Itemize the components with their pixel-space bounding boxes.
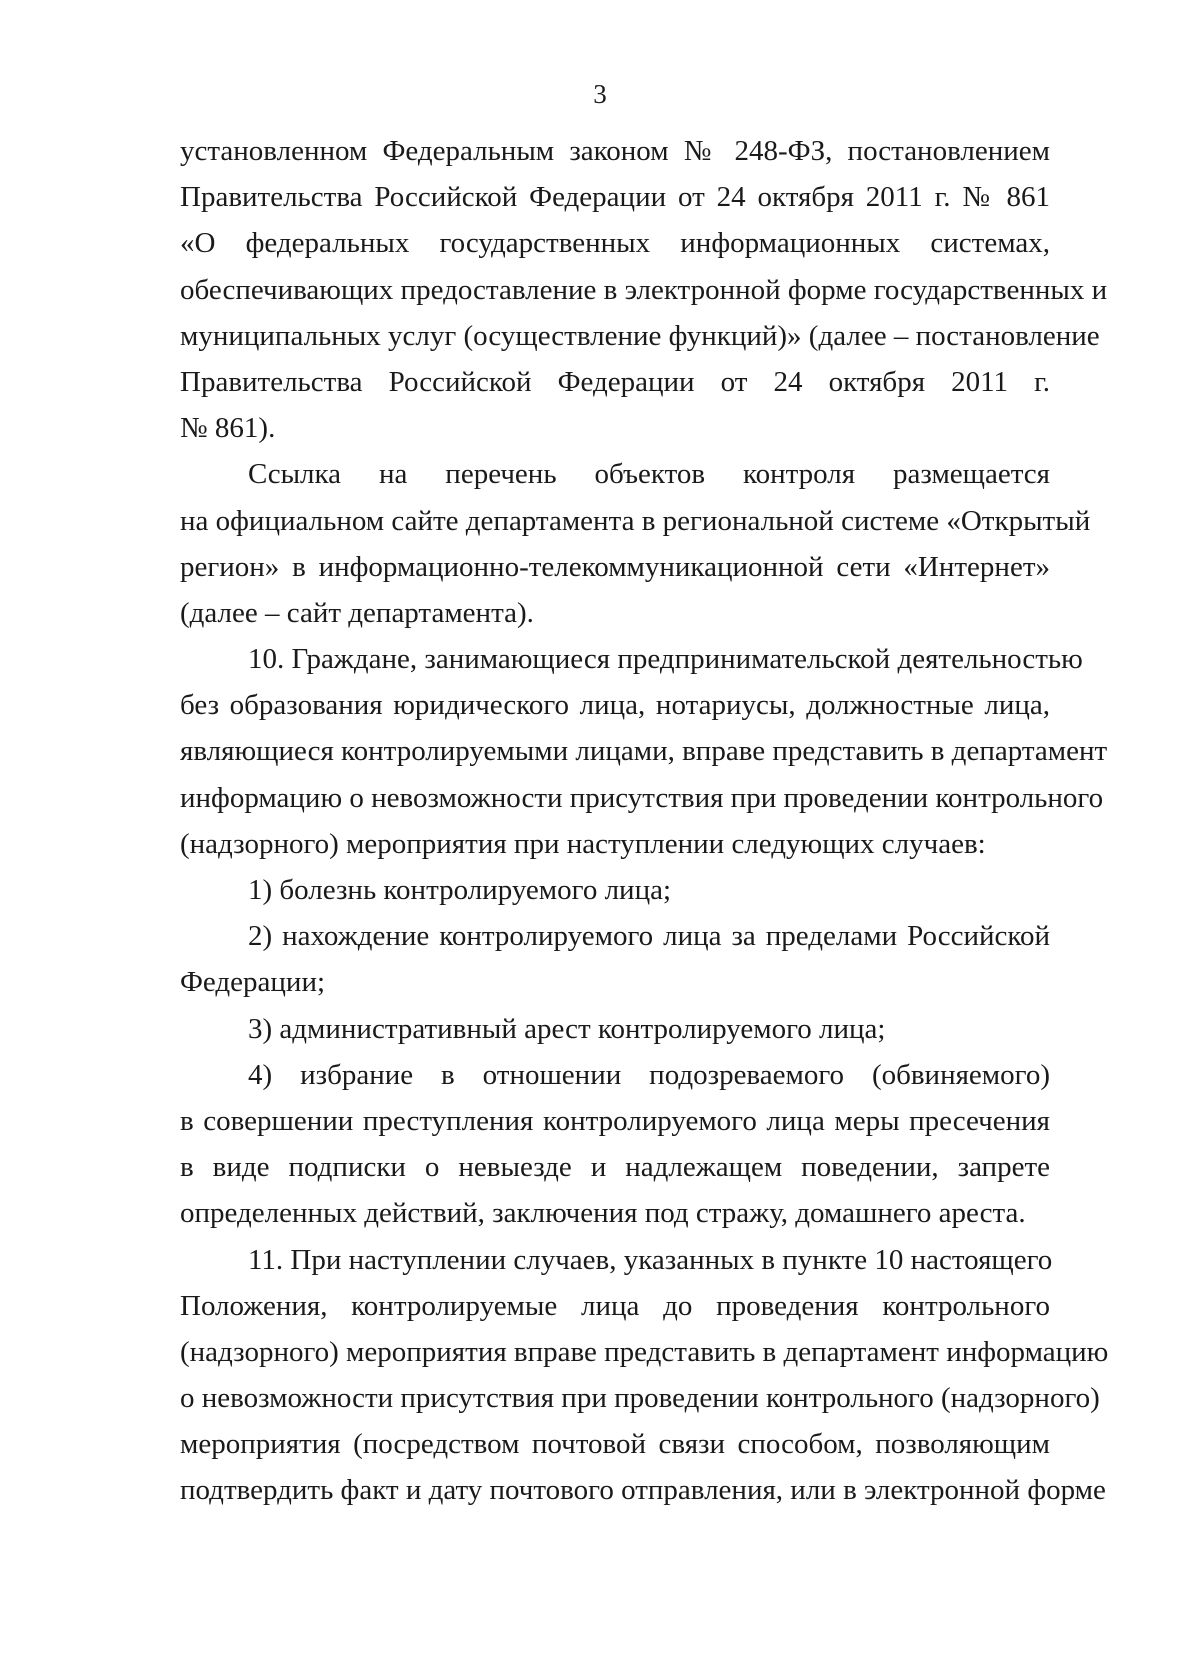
text-line: Положения, контролируемые лица до проведения контрольного <box>180 1289 1050 1322</box>
text-line: 3) административный арест контролируемого лица; <box>248 1012 886 1045</box>
text-line: (надзорного) мероприятия при наступлении следующих случаев: <box>180 827 986 860</box>
text-line: регион» в информационно-телекоммуникационной сети «Интернет» <box>180 550 1050 583</box>
text-line: 11. При наступлении случаев, указанных в пункте 10 настоящего <box>248 1243 1053 1276</box>
paragraph-item-10 <box>180 636 1108 867</box>
list-item-3 <box>180 1006 1050 1052</box>
text-line: 1) болезнь контролируемого лица; <box>248 874 672 906</box>
text-line: Правительства Российской Федерации от 24 октября 2011 г. <box>180 365 1050 398</box>
text-line: 10. Граждане, занимающиеся предпринимательской деятельностью <box>248 643 1083 676</box>
page-number: 3 <box>593 79 607 109</box>
list-item-4 <box>180 1052 1050 1237</box>
list-item-2 <box>180 913 1050 1005</box>
document-body <box>180 128 1109 1514</box>
text-line: информацию о невозможности присутствия при проведении контрольного <box>180 781 1104 814</box>
paragraph-item-11 <box>180 1237 1109 1514</box>
text-line: № 861). <box>180 412 276 445</box>
text-line: мероприятия (посредством почтовой связи способом, позволяющим <box>180 1428 1050 1461</box>
text-line: Федерации; <box>180 966 326 999</box>
paragraph-continuation <box>180 128 1108 451</box>
text-line: «О федеральных государственных информационных системах, <box>180 227 1050 260</box>
text-line: в виде подписки о невыезде и надлежащем поведении, запрете <box>180 1151 1050 1184</box>
text-line: определенных действий, заключения под стражу, домашнего ареста. <box>180 1197 1026 1230</box>
text-line: 4) избрание в отношении подозреваемого (обвиняемого) <box>248 1058 1050 1091</box>
text-line: Ссылка на перечень объектов контроля размещается <box>248 458 1050 491</box>
text-line: обеспечивающих предоставление в электронной форме государственных и <box>180 273 1108 306</box>
text-line: 2) нахождение контролируемого лица за пределами Российской <box>248 920 1050 953</box>
text-line: в совершении преступления контролируемого лица меры пресечения <box>180 1104 1050 1137</box>
paragraph-objects-list-link <box>180 451 1091 636</box>
text-line: (далее – сайт департамента). <box>180 596 534 629</box>
text-line: являющиеся контролируемыми лицами, вправе представить в департамент <box>180 735 1108 768</box>
text-line: без образования юридического лица, нотариусы, должностные лица, <box>180 689 1050 722</box>
text-line: установленном Федеральным законом № 248-ФЗ, постановлением <box>180 135 1050 167</box>
text-line: Правительства Российской Федерации от 24 октября 2011 г. № 861 <box>180 181 1050 214</box>
text-line: (надзорного) мероприятия вправе представить в департамент информацию <box>180 1335 1109 1368</box>
text-line: муниципальных услуг (осуществление функций)» (далее – постановление <box>180 319 1100 352</box>
list-item-1 <box>180 867 1050 913</box>
text-line: на официальном сайте департамента в региональной системе «Открытый <box>180 504 1091 537</box>
text-line: о невозможности присутствия при проведении контрольного (надзорного) <box>180 1382 1100 1415</box>
text-line: подтвердить факт и дату почтового отправления, или в электронной форме <box>180 1474 1106 1507</box>
